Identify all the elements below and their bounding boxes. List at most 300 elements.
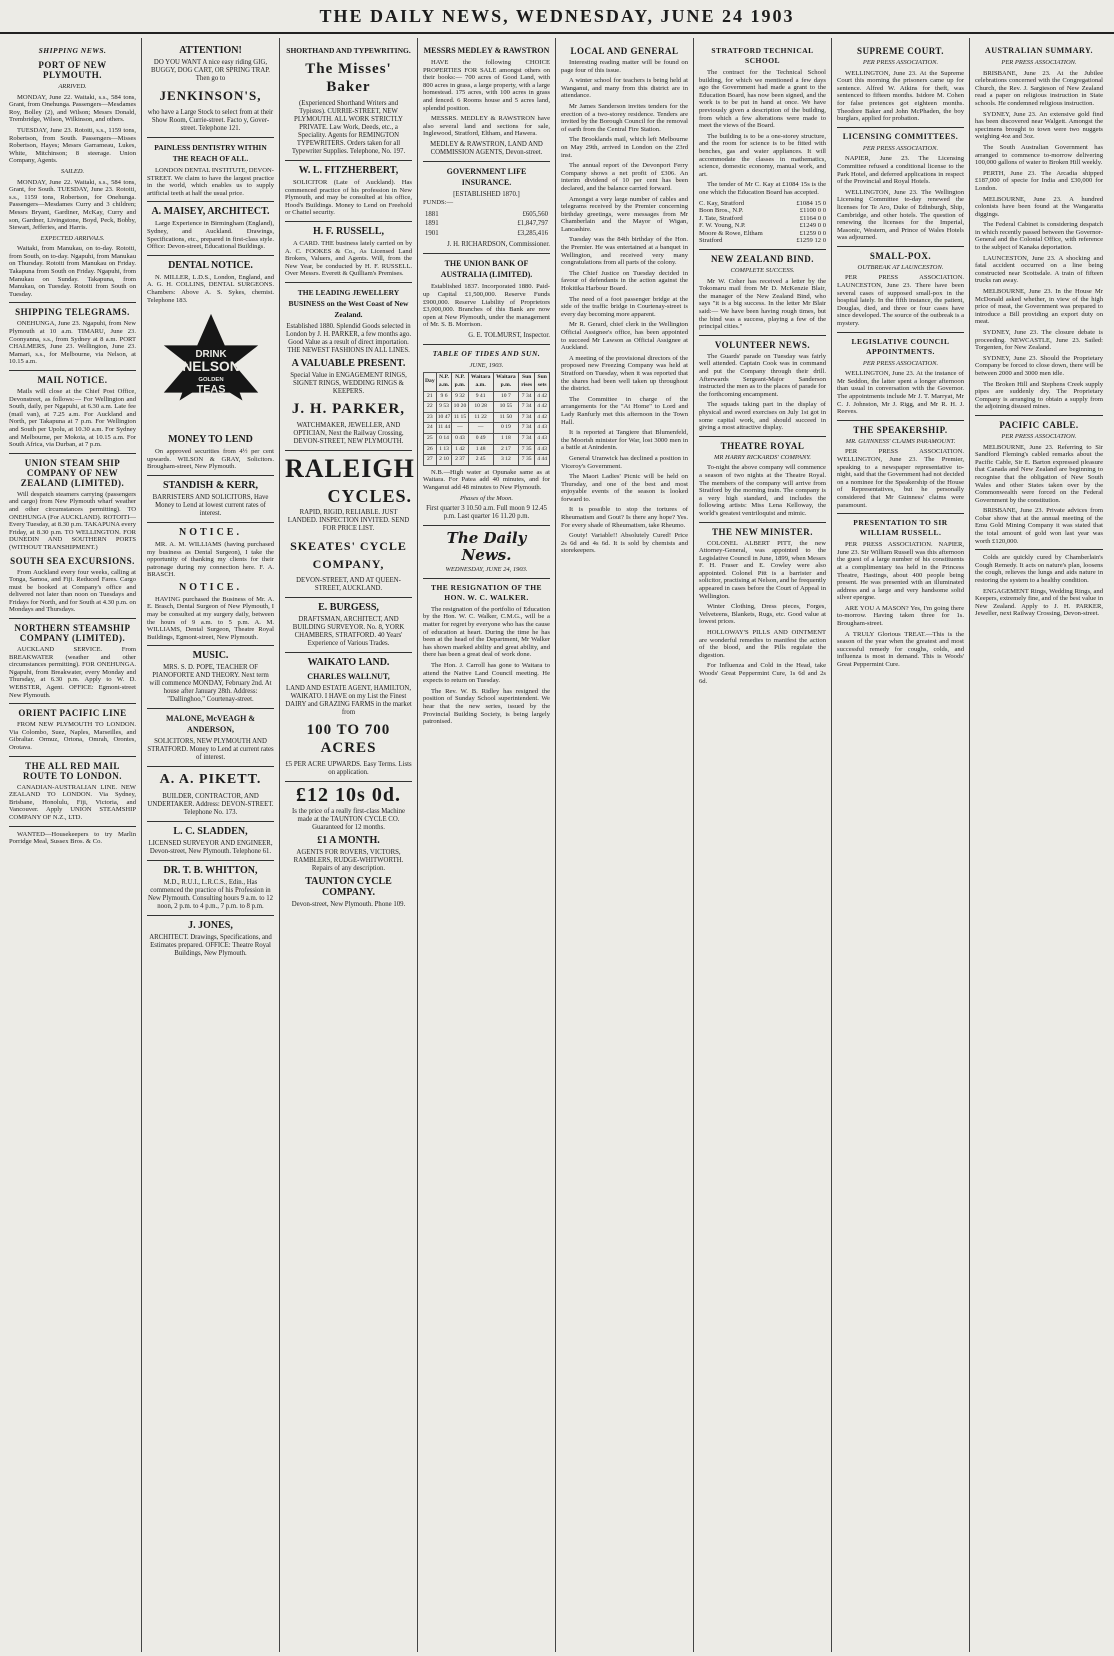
table-row (423, 210, 550, 220)
list-item (699, 215, 826, 223)
news-paragraph: HOLLOWAY'S PILLS AND OINTMENT are wonderful remedies to manifest the action of the blood, and the Pills regulate the digestion. (699, 629, 826, 659)
news-paragraph: The tender of Mr C. Kay at £1084 15s is the one which the Education Board has accepted. (699, 181, 826, 196)
union-bank-paragraph: Established 1837. Incorporated 1880. Paid-up Capital £1,500,000. Reserve Funds £900,000. Reserve Liability of Proprietors £3,000,000. Branches of this Bank are now open at New Plymouth, under the management of Mr. S. B. Morrison. (423, 283, 550, 329)
divider (837, 246, 964, 247)
news-paragraph: LAUNCESTON, June 23. A shocking and fatal accident occurred on a line being constructed near Scottsdale. A train of fifteen trucks ran away. (975, 254, 1103, 285)
news-paragraph: A winter school for teachers is being held at Wanganui, and many from this district are in attendance. (561, 77, 688, 100)
news-paragraph: The annual report of the Devonport Ferry Company shows a net profit of £306. An interim dividend of 10 per cent has been declared, and the balance carried forward. (561, 162, 688, 192)
table-cell: 1 42 (452, 444, 468, 455)
masthead (0, 0, 1114, 34)
column-5 (556, 38, 694, 1652)
telegrams-heading: SHIPPING TELEGRAMS. (15, 307, 130, 318)
news-paragraph: Winter Clothing, Dress pieces, Forges, Velveteens, Blankets, Rugs, etc. Good value at lowest prices. (699, 603, 826, 626)
news-paragraph: WELLINGTON, June 23. At the Supreme Court this morning the prisoners came up for sentence. Alfred W. Atkins for theft, was sentenced to fifteen months. Isidore M. Cohen for false pretences got eighteen months. Theodore Baker and John McPhaden, the boy burglars, applied for probation. (837, 69, 964, 123)
mail-notice-paragraph: Mails will close at the Chief Post Office, Devonstreet, as follows:— For Wellington and South, daily, per Ngapuhi, at 6.30 a.m. Late fee (mail van), at 7.25 a.m. For Auckland and North, per Takapuna at 7 p.m. For Wellington and South per Upolu, at 10.30 a.m. For Sydney and Melbourne, per Mokoia, at 10.15 a.m. For South Africa, via Durban, at 7 p.m. (9, 388, 136, 449)
press-association-line: PER PRESS ASSOCIATION. (1001, 432, 1077, 440)
news-paragraph: The Chief Justice on Tuesday decided in favour of defendants in the action against the Hokitika Harbour Board. (561, 269, 688, 293)
column-1 (4, 38, 142, 1652)
table-cell: 24 (424, 423, 437, 434)
theatre-royal-heading: THEATRE ROYAL (720, 440, 805, 451)
divider (9, 370, 136, 371)
table-cell: 2 37 (452, 455, 468, 466)
column-6 (694, 38, 832, 1652)
newspaper-title: THE DAILY NEWS, WEDNESDAY, JUNE 24 1903 (319, 5, 795, 26)
list-item (699, 237, 826, 245)
mail-notice-heading: MAIL NOTICE. (37, 375, 108, 385)
divider (147, 645, 274, 646)
divider (285, 221, 412, 222)
divider (147, 821, 274, 822)
paper-title: The Daily News. (446, 529, 527, 565)
divider (9, 826, 136, 827)
shipping-heading: SHIPPING NEWS. (38, 46, 107, 55)
press-association-line: PER PRESS ASSOCIATION. (862, 59, 939, 66)
notice-paragraph: MR. A. M. WILLIAMS (having purchased my business as Dental Surgeon), I take the opportunity of thanking my clients for their patronage during my connection here. F. A. BRASCH. (147, 540, 274, 579)
music-text: MRS. S. D. POPE, TEACHER OF PIANOFORTE AND THEORY. Next term will commence MONDAY, February 2nd. At house after January 28th. Address: "Dallinghoo," Courtenay-street. (149, 664, 272, 704)
table-cell: — (468, 423, 493, 434)
divider (9, 453, 136, 454)
fund-year: 1901 (425, 229, 439, 237)
divider (147, 522, 274, 523)
music-heading: MUSIC. (192, 650, 229, 662)
nz-bind-heading: NEW ZEALAND BIND. (710, 254, 815, 265)
russell-paragraph: A CARD. THE business lately carried on by A. C. FOOKES & Co., As Licensed Land Brokers, Valuers, and Agents. Will, from the New Year, be conducted by H. F. RUSSELL. Over Messrs. Everett & Quilliam's Premises. (285, 239, 412, 278)
table-row (424, 391, 550, 402)
table-cell: 9 32 (452, 391, 468, 402)
arrived-heading: ARRIVED. (58, 83, 87, 90)
news-paragraph: MELBOURNE, June 23. Referring to Sir Sandford Fleming's cabled remarks about the Pacific Cable, Sir E. Barton expressed pleasure that Canada and New Zealand are beginning to recognise that the obligation of New South Wales and other States taken over by the Commonwealth were forced on the Federal Government by the constitution. (975, 443, 1103, 504)
star-word-2: NELSON (181, 359, 240, 375)
news-paragraph: General Uranwick has declined a position in Viceroy's Government. (561, 454, 688, 470)
month-heading: £1 A MONTH. (317, 834, 380, 846)
legislative-council-heading: LEGISLATIVE COUNCIL APPOINTMENTS. (851, 336, 950, 356)
local-general-heading: LOCAL AND GENERAL (570, 46, 679, 56)
telegrams-paragraph: ONEHUNGA, June 23. Ngapuhi, from New Plymouth at 10 a.m. TIMARU, June 23. Coonyanna, s.s., from Sydney at 8 a.m. PORT CHALMERS, June 23. Wellington, June 23. Mamari, s.s., for Melbourne, via Nelson, at 10.15 a.m. (9, 320, 136, 366)
dental-paragraph: LONDON DENTAL INSTITUTE, DEVON-STREET. We claim to have the largest practice in the world, which enables us to supply artificial teeth at half the usual price. (147, 167, 274, 197)
table-cell: 10 55 (493, 402, 518, 413)
divider (9, 756, 136, 757)
press-association-line: PER PRESS ASSOCIATION. (862, 144, 939, 152)
divider (975, 549, 1103, 550)
table-cell: 0 14 (436, 434, 452, 445)
tender-name: Boon Bros., N.P. (699, 207, 744, 215)
press-association-line: PER PRESS ASSOCIATION. (862, 359, 939, 367)
govt-insurance-sub: [ESTABLISHED 1870.] (453, 190, 520, 198)
table-cell: 4 43 (535, 434, 550, 445)
funds-label: FUNDS:— (423, 198, 454, 206)
news-paragraph: The Maori Ladies' Picnic will be held on Thursday, and one of the best and most enjoyable events of the season is looked forward to. (561, 473, 688, 503)
divider (699, 249, 826, 250)
orient-line-paragraph: FROM NEW PLYMOUTH TO LONDON. Via Colombo, Suez, Naples, Marseilles, and Gibraltar. Ormuz, Ortona, Omrah, Orontes, Orotava. (9, 721, 136, 751)
news-paragraph: PERTH, June 23. The Arcadia shipped £187,000 of specie for India and £30,000 for London. (975, 169, 1103, 192)
cycles-heading: CYCLES. (327, 485, 412, 506)
table-cell: 1 18 (493, 434, 518, 445)
port-heading: PORT OF NEW PLYMOUTH. (38, 60, 107, 80)
news-paragraph: Amongst a very large number of cables and telegrams received by the Premier concerning birthday greetings, were messages from Mr Chamberlain and the Mayor of Wigan, Lancashire. (561, 195, 688, 233)
resignation-paragraph: The Rev. W. B. Ridley has resigned the position of Sunday School superintendent. We hear that the new series, issued by the Provincial Building Society, is being largely patronised. (423, 687, 550, 726)
news-paragraph: The Committee in charge of the arrangements for the "At Home" to Lord and Lady Ranfurly met this afternoon in the Town Hall. (561, 395, 688, 426)
all-red-route-heading: THE ALL RED MAIL ROUTE TO LONDON. (23, 760, 122, 781)
column-8 (970, 38, 1108, 1652)
jewellery-text: Established 1880. Splendid Goods selected in London by J. H. PARKER, a few months ago. Good Value as a result of direct importation. THE NEWEST FASHIONS IN ALL LINES. (285, 322, 412, 354)
news-paragraph: MELBOURNE, June 23. A hundred colonists have been found at the Wangaratta diggings. (975, 195, 1103, 218)
tides-table (423, 372, 550, 465)
dental-notice-paragraph: N. MILLER, L.D.S., London, England, and A. G. H. COLLINS, DENTAL SURGEONS. Chambers: Above A. S. Sykes, chemist. Telephone 183. (147, 273, 274, 304)
russell-heading: H. F. RUSSELL, (312, 225, 385, 237)
divider (837, 513, 964, 514)
table-header: N.P. p.m. (452, 373, 468, 391)
table-row (424, 434, 550, 445)
news-paragraph: The need of a foot passenger bridge at the side of the traffic bridge in Courtenay-street is every day becoming more apparent. (561, 295, 688, 318)
tender-amount: £1084 15 0 (796, 199, 826, 207)
excursions-paragraph: From Auckland every four weeks, calling at Tonga, Samoa, and Fiji. Reduced Fares. Cargo must be booked at Company's office and delivered not later than noon on Tuesdays and Fridays for North, and for South at 4.30 p.m. on Mondays and Thursdays. (9, 568, 136, 614)
taunton-text: Devon-street, New Plymouth. Phone 109. (291, 900, 406, 908)
list-item (699, 230, 826, 238)
newspaper-columns (4, 38, 1110, 1652)
table-cell: 7 34 (519, 391, 535, 402)
standish-text: BARRISTERS AND SOLICITORS, Have Money to Lend at lowest current rates of interest. (152, 493, 269, 517)
pikett-heading: A. A. PIKETT. (159, 772, 262, 788)
wallnut-text: LAND AND ESTATE AGENT, HAMILTON, WAIKATO. I HAVE on my List the Finest DAIRY and GRAZING FARMS in the market from (285, 684, 412, 716)
medley-paragraph: HAVE the following CHOICE PROPERTIES FOR SALE amongst others on their books:— 700 acres of Good Land, with 800 acres in grass, a large property, with a large homestead. 175 acres, with 100 acres in grass and fenced. 6 Rooms house and 5 acres land, splendid position. (423, 59, 550, 112)
table-cell: 0 43 (452, 434, 468, 445)
news-paragraph: Mr R. Gerard, chief clerk in the Wellington Official Assignee's office, has been appointed to succeed Mr Lawson as Official Assignee at Auckland. (561, 321, 688, 352)
presentation-heading: PRESENTATION TO SIR WILLIAM RUSSELL. (853, 518, 948, 538)
divider (147, 708, 274, 709)
table-row (424, 423, 550, 434)
resignation-heading: THE RESIGNATION OF THE HON. W. C. WALKER. (430, 582, 543, 602)
news-paragraph: COLONEL ALBERT PITT, the new Attorney-General, was appointed to the Legislative Council in June, 1899, when Messrs F. H. Fraser and E. Cowley were also appointed. Colonel Pitt is a barrister and solicitor, practising at Nelson, and he frequently appeared in cases before the Court of Appeal in Wellington. (699, 539, 826, 600)
table-cell: 11 15 (452, 412, 468, 423)
table-header: N.P. a.m. (436, 373, 452, 391)
paper-date: WEDNESDAY, JUNE 24, 1903. (445, 566, 528, 574)
funds-table (423, 210, 550, 239)
all-red-route-paragraph: CANADIAN-AUSTRALIAN LINE. NEW ZEALAND TO LONDON. Via Sydney, Brisbane, Honolulu, Fiji, Victoria, and Vancouver. Apply UNION STEAMSHIP COMPANY OF N.Z., LTD. (9, 783, 136, 821)
expected-heading: EXPECTED ARRIVALS. (40, 234, 105, 242)
table-cell: 27 (424, 455, 437, 466)
fitzherbert-heading: W. L. FITZHERBERT, (298, 165, 399, 176)
table-cell: 9 53 (436, 402, 452, 413)
table-cell: 11 50 (493, 412, 518, 423)
news-paragraph: NAPIER, June 23. The Licensing Committee refused a conditional license to the Park Hotel, and deferred applications in respect of the Provincial and Royal Hotels. (837, 155, 964, 186)
table-cell: 2 10 (436, 455, 452, 466)
resignation-paragraph: The Hon. J. Carroll has gone to Waitara to attend the Native Land Council meeting. He expects to return on Tuesday. (423, 661, 550, 685)
divider (9, 618, 136, 619)
maisey-paragraph: Large Experience in Birmingham (England), Sydney, and Auckland. Drawings, Specifications, etc., prepared in first-class style. Office: Devon-street, Educational Buildings. (147, 220, 274, 251)
price-heading: £12 10s 0d. (296, 783, 401, 806)
divider (285, 160, 412, 161)
shorthand-heading: SHORTHAND AND TYPEWRITING. (286, 46, 411, 55)
arrived-paragraph: MONDAY, June 22. Waitaki, s.s., 584 tons, Grant, from Onehunga. Passengers—Mesdames Roy, Bolley (2), and Wilson; Messrs Donald, Trembridge, Wilson, Wilkinson, and others. (9, 93, 136, 124)
whitton-text: M.D., R.U.I., L.R.C.S., Edin., Has commenced the practice of his Profession in New Plymouth. Consulting hours 9 a.m. to 12 noon, 2 p.m. to 4 p.m., 7 p.m. to 8 p.m. (148, 879, 273, 911)
tender-amount: £1100 0 0 (799, 207, 826, 215)
sladden-text: LICENSED SURVEYOR AND ENGINEER, Devon-street, New Plymouth. Telephone 61. (148, 840, 273, 856)
table-header: Sun sets (535, 373, 550, 391)
jones-heading: J. JONES, (188, 920, 233, 932)
moon-text: First quarter 3 10.50 a.m. Full moon 9 12.45 p.m. Last quarter 16 11.20 p.m. (426, 505, 547, 521)
news-paragraph: A TRULY Glorious TREAT.—This is the season of the year when the greatest and most successful remedy for coughs, colds, and influenza is most in demand. This is Woods' Great Peppermint Cure. (837, 630, 964, 669)
news-paragraph: Tuesday was the 84th birthday of the Hon. the Premier. He was entertained at a banquet in Wellington, and received very many congratulations from all parts of the colony. (561, 236, 688, 267)
fund-year: 1891 (425, 220, 439, 228)
news-paragraph: The South Australian Government has arranged to commence to-morrow delivering 100,000 gallons of water to Broken Hill weekly. (975, 143, 1103, 167)
raleigh-text: RAPID, RIGID, RELIABLE. JUST LANDED. INSPECTION INVITED. SEND FOR PRICE LIST. (287, 508, 410, 532)
column-7 (832, 38, 970, 1652)
divider (285, 652, 412, 653)
fund-year: 1881 (425, 210, 439, 218)
tender-name: F. W. Young, N.P. (699, 222, 746, 230)
table-cell: 25 (424, 434, 437, 445)
pacific-cable-heading: PACIFIC CABLE. (999, 419, 1079, 430)
news-paragraph: A meeting of the provisional directors of the proposed new Freezing Company was held at Stratford on Tuesday, when it was reported that the shares had been well taken up throughout the district. (561, 354, 688, 393)
attention-heading: ATTENTION! (179, 45, 242, 56)
dental-heading: PAINLESS DENTISTRY WITHIN THE REACH OF ALL. (154, 143, 267, 163)
union-bank-signature: G. E. TOLMURST, Inspector. (468, 331, 550, 339)
table-cell: 11 22 (468, 412, 493, 423)
table-cell: 0 49 (468, 434, 493, 445)
news-paragraph: SYDNEY, June 23. An extensive gold find has been discovered near Walgett. Amongst the specimens brought to town were two nuggets weighing 4oz and 3oz. (975, 110, 1103, 141)
table-cell: 10 7 (493, 391, 518, 402)
divider (975, 415, 1103, 416)
news-paragraph: The squads taking part in the display of physical and sword exercises on July 1st got in some capital work, and should succeed in giving a most attractive display. (699, 401, 826, 432)
news-paragraph: Mr James Sanderson invites tenders for the erection of a two-storey residence. Tenders are invited by the Borough Council for the removal of earth from the Central Fire Station. (561, 102, 688, 133)
new-minister-heading: THE NEW MINISTER. (711, 526, 814, 537)
table-cell: 10 47 (436, 412, 452, 423)
acres-heading: 100 TO 700 ACRES (306, 721, 391, 756)
baker-text: (Experienced Shorthand Writers and Typistes). CURRIE-STREET, NEW PLYMOUTH. ALL WORK STRICTLY PRIVATE. Law Work, Deeds, etc., a Speciality. Agents for REMINGTON TYPEWRITERS. Orders taken for all Typewriter Supplies. Telephone, No. 197. (291, 100, 406, 155)
notice-paragraph: HAVING purchased the Business of Mr. A. E. Brasch, Dental Surgeon of New Plymouth, I may be consulted at my surgery daily, between the hours of 9 a.m. to 5 p.m. A. M. WILLIAMS, Dental Surgeon, Theatre Royal Buildings, Egmont-street, New Plymouth. (147, 595, 274, 641)
list-item (699, 222, 826, 230)
star-word-3: GOLDEN (197, 376, 224, 383)
speakership-heading: THE SPEAKERSHIP. (853, 424, 948, 435)
news-paragraph: ENGAGEMENT Rings, Wedding Rings, and Keepers, extremely fine, and of the best value in New Zealand. Apply to J. H. PARKER, Jeweller, next Railway Crossing, Devon-street. (975, 587, 1103, 618)
table-header: Waitara p.m. (493, 373, 518, 391)
table-cell: 22 (424, 402, 437, 413)
notice-heading: NOTICE. (179, 526, 242, 538)
union-bank-heading: THE UNION BANK OF AUSTRALIA (LIMITED). (440, 259, 533, 280)
taunton-heading: TAUNTON CYCLE COMPANY. (305, 875, 392, 898)
tender-name: Moore & Rowe, Eltham (699, 229, 763, 237)
agents-text: AGENTS FOR ROVERS, VICTORS, RAMBLERS, RUDGE-WHITWORTH. Repairs of any description. (293, 848, 404, 872)
table-cell: 4 42 (535, 412, 550, 423)
burgess-text: DRAFTSMAN, ARCHITECT, AND BUILDING SURVEYOR. No. 8, YORK CHAMBERS, STRATFORD. 40 Years' Experience of Various Trades. (292, 615, 405, 647)
column-4 (418, 38, 556, 1652)
fitzherbert-paragraph: SOLICITOR (Late of Auckland). Has commenced practice of his profession in New Plymouth, and may be consulted at his office, Hood's Buildings. Money to Lend on Freehold or Chattel security. (285, 179, 412, 217)
technical-school-heading: STRATFORD TECHNICAL SCHOOL (711, 46, 814, 65)
news-paragraph: BRISBANE, June 23. At the Jubilee celebrations concerned with the Congregational Church, the Rev. J. Sargieson of New Zealand read a paper on religious instruction in State schools. He condemned religious instruction. (975, 69, 1103, 107)
skeates-heading: SKEATES' CYCLE COMPANY, (290, 538, 407, 571)
table-cell: — (452, 423, 468, 434)
news-paragraph: WELLINGTON, June 23. The Wellington Licensing Committee to-day renewed the licenses for Te Aro, Duke of Edinburgh, Ship, Cambridge, and other hotels. The question of renewing the licenses for the Imperial, Masonic, Western, and Prince of Wales Hotels was adjourned. (837, 188, 964, 242)
table-cell: 10 20 (452, 402, 468, 413)
divider (147, 766, 274, 767)
divider (423, 161, 550, 162)
news-paragraph: To-night the above company will commence a season of two nights at the Theatre Royal. The members of the company will arrive from Stratford by the morning train. The company is a very high standard, and includes the following artists: Miss Lena Kelloway, the world's greatest ventriloquist and mimic. (699, 464, 826, 517)
smallpox-heading: SMALL-POX. (869, 250, 932, 261)
divider (837, 332, 964, 333)
speakership-sub: MR. GUINNESS' CLAIMS PARAMOUNT. (845, 437, 956, 445)
news-paragraph: WELLINGTON, June 23. At the instance of Mr Seddon, the latter spent a longer afternoon than usual in conversation with the Governor. The appointments include Mr J. T. Marryat, Mr C. J. Johnston, Mr J. Rigg, and Mr R. H. J. Reeves. (837, 370, 964, 416)
news-paragraph: The contract for the Technical School building, for which we mentioned a few days ago the Government had made a grant to the Education Board, has now been signed, and the work is to be put in hand at once. We have previously given a description of the building, from which a few alterations were made to meet the views of the Board. (699, 69, 826, 130)
divider (147, 255, 274, 256)
standish-heading: STANDISH & KERR, (162, 479, 259, 491)
news-paragraph: For Influenza and Cold in the Head, take Woods' Great Peppermint Cure, 1s 6d and 2s 6d. (699, 662, 826, 685)
table-row (423, 219, 550, 229)
divider (837, 420, 964, 421)
table-cell: 1 48 (468, 444, 493, 455)
northern-steamship-heading: NORTHERN STEAMSHIP COMPANY (LIMITED). (14, 623, 131, 644)
news-paragraph: PER PRESS ASSOCIATION. LAUNCESTON, June 23. There have been several cases of supposed small-pox in the hospital lately. In the fifth instance, the patient, Douglas, died, and three or four cases have since developed. The source of the outbreak is a mystery. (837, 274, 964, 328)
table-cell: 7 34 (519, 412, 535, 423)
table-cell: 23 (424, 412, 437, 423)
news-paragraph: SYDNEY, June 23. The closure debate is proceeding. NEWCASTLE, June 23. Sailed: Torgenten, for New Zealand. (975, 329, 1103, 352)
divider (147, 137, 274, 138)
news-paragraph: The Guards' parade on Tuesday was fairly well attended. Captain Cook was in command and put the Company through their drill. Afterwards Sergeant-Major Sanderson instructed the men as to the places of parade for the forthcoming encampment. (699, 352, 826, 398)
nelson-teas-advert (147, 310, 274, 428)
news-paragraph: PER PRESS ASSOCIATION. WELLINGTON, June 23. The Premier, speaking to a newspaper representative to-night, said that the Government had not decided on a nominee for the Speakership of the House of Representatives, but he personally considered that Mr Guinness' claims were paramount. (837, 448, 964, 509)
divider (9, 302, 136, 303)
price-text: Is the price of a really first-class Machine made at the TAUNTON CYCLE CO. Guaranteed for 12 months. (291, 807, 406, 831)
fund-amount: £605,560 (522, 210, 548, 218)
present-text: Special Value in ENGAGEMENT RINGS, SIGNET RINGS, WEDDING RINGS & KEEPERS. (290, 371, 407, 395)
tender-amount: £1259 0 0 (799, 229, 826, 237)
resignation-paragraph: The resignation of the portfolio of Education by the Hon. W. C. Walker, C.M.G., will be a matter for regret by everyone who has the cause of education at heart. During the time he has been at the head of the Department, Mr Walker has shown marked ability and great ability, and there has been a great deal of work done. (423, 605, 550, 659)
table-cell: 4 43 (535, 444, 550, 455)
theatre-royal-sub: MR HARRY RICKARDS' COMPANY. (714, 453, 811, 461)
supreme-court-heading: SUPREME COURT. (856, 46, 945, 56)
wallnut-heading: CHARLES WALLNUT, (307, 671, 390, 681)
pikett-text: BUILDER, CONTRACTOR, AND UNDERTAKER. Address: DEVON-STREET. Telephone No. 173. (147, 793, 274, 817)
tender-name: C. Kay, Stratford (699, 199, 744, 207)
divider (837, 127, 964, 128)
table-cell: 11 44 (436, 423, 452, 434)
jenkinson-text: who have a Large Stock to select from at their Show Room, Currie-street. Facto y, Gover-street. Telephone 121. (147, 109, 274, 132)
tender-amount: £1259 12 0 (796, 237, 826, 245)
table-cell: 21 (424, 391, 437, 402)
divider (147, 201, 274, 202)
divider (285, 597, 412, 598)
table-cell: 2 17 (493, 444, 518, 455)
skeates-text: DEVON-STREET, AND AT QUEEN-STREET, AUCKLAND. (296, 576, 401, 592)
medley-paragraph: MESSRS. MEDLEY & RAWSTRON have also several land and sections for sale, Inglewood, Stratford, Eltham, and Hawera. (423, 115, 550, 138)
table-header: Day (424, 373, 437, 391)
news-paragraph: ARE YOU A MASON? Yes, I'm going there to-morrow. Having taken three for 1s. Brougham-street. (837, 604, 964, 628)
acres-text: £5 PER ACRE UPWARDS. Easy Terms. Lists on application. (285, 760, 412, 776)
present-heading: A VALUABLE PRESENT. (291, 357, 406, 369)
news-paragraph: Interesting reading matter will be found on page four of this issue. (561, 59, 688, 74)
news-paragraph: SYDNEY, June 23. Should the Proprietary Company be forced to close down, there will be between 2000 and 3000 men idle. (975, 354, 1103, 377)
table-cell: 7 34 (519, 434, 535, 445)
jewellery-heading: THE LEADING JEWELLERY BUSINESS on the West Coast of New Zealand. (288, 287, 409, 319)
divider (699, 335, 826, 336)
parker-heading: J. H. PARKER, (291, 400, 406, 417)
news-paragraph: Mr W. Coher has received a letter by the Tokomaru mail from Mr D. McKenzie Blair, the manager of the New Zealand Bind, who says "it is a big success. In the letter Mr Blair said:— We have been having rough times, but the bind was a success, playing a few of the principal cities." (699, 277, 826, 331)
news-paragraph: The Federal Cabinet is considering despatch in which recently passed between the Governor-General and the Colonial Office, with reference to the subject of Kanaka deportation. (975, 221, 1103, 252)
volunteer-news-heading: VOLUNTEER NEWS. (714, 339, 811, 350)
table-cell: 7 34 (519, 402, 535, 413)
table-header: Waitara a.m. (468, 373, 493, 391)
money-to-lend-paragraph: On approved securities from 4½ per cent upwards. WILSON & GRAY, Solicitors. Brougham-street, New Plymouth. (147, 448, 274, 471)
tender-name: J. Tate, Stratford (699, 214, 743, 222)
table-cell: 26 (424, 444, 437, 455)
table-cell: 2 45 (468, 455, 493, 466)
fund-amount: £3,285,416 (517, 229, 548, 237)
list-item (699, 200, 826, 208)
licensing-heading: LICENSING COMMITTEES. (842, 131, 959, 141)
tides-heading: TABLE OF TIDES AND SUN. (432, 348, 541, 358)
table-cell: 7 35 (519, 455, 535, 466)
news-paragraph: The Brooklands mail, which left Melbourne on May 29th, arrived in London on the 23rd inst. (561, 136, 688, 159)
medley-signature: MEDLEY & RAWSTRON, LAND AND COMMISSION AGENTS, Devon-street. (430, 140, 543, 156)
star-word-4: TEAS (196, 383, 225, 396)
parker-text: WATCHMAKER, JEWELLER, AND OPTICIAN, Next the Railway Crossing, DEVON-STREET, NEW PLYMOUTH. (293, 421, 404, 445)
divider (285, 781, 412, 782)
waikato-heading: WAIKATO LAND. (307, 656, 390, 668)
malone-heading: MALONE, McVEAGH & ANDERSON, (165, 714, 256, 735)
divider (423, 344, 550, 345)
burgess-heading: E. BURGESS, (318, 601, 379, 613)
news-paragraph: It is reported at Tangiere that Blumenfeld, the Moorish minister for War, lost 3000 men in a battle at Anindenin. (561, 429, 688, 452)
divider (147, 915, 274, 916)
tender-name: Stratford (699, 237, 723, 245)
table-row (424, 455, 550, 466)
divider (9, 703, 136, 704)
jenkinson-name: JENKINSON'S, (159, 88, 262, 103)
table-cell: 1 13 (436, 444, 452, 455)
moon-heading: Phases of the Moon. (459, 494, 514, 502)
baker-heading: The Misses' Baker (305, 61, 392, 95)
table-cell: 3 12 (493, 455, 518, 466)
divider (423, 578, 550, 579)
table-cell: 4 42 (535, 402, 550, 413)
star-word-1: DRINK (194, 349, 227, 361)
sladden-heading: L. C. SLADDEN, (173, 826, 248, 838)
malone-text: SOLICITORS, NEW PLYMOUTH AND STRATFORD. Money to Lend at current rates of interest. (147, 738, 274, 762)
medley-heading: MESSRS MEDLEY & RAWSTRON (423, 46, 550, 55)
whitton-heading: DR. T. B. WHITTON, (163, 865, 258, 877)
table-cell: 7 35 (519, 444, 535, 455)
maisey-heading: A. MAISEY, ARCHITECT. (151, 206, 270, 218)
column-3 (280, 38, 418, 1652)
notice-heading: NOTICE. (179, 581, 242, 593)
divider (423, 253, 550, 254)
australian-summary-heading: AUSTRALIAN SUMMARY. (984, 46, 1094, 55)
table-cell: 4 42 (535, 391, 550, 402)
union-steamship-heading: UNION STEAM SHIP COMPANY OF NEW ZEALAND (LIMITED). (20, 457, 125, 488)
sailed-paragraph: MONDAY, June 22. Waitaki, s.s., 584 tons, Grant, for South. TUESDAY, June 23. Rotoiti, s.s., 1159 tons, Robertson, for Onehunga. Passengers—Mesdames Curry and 3 children; Messrs Bryant, Gardiner, McKay, Curry and son, Gardner, Livingstone, Boyd, Peck, Bobby, Stewart, Jefferies, and Harris. (9, 178, 136, 232)
news-paragraph: MELBOURNE, June 23. In the House Mr McDonald asked whether, in view of the high price of meat, the Government was prepared to introduce a Bill providing an export duty on meat. (975, 288, 1103, 326)
govt-signature: J. H. RICHARDSON, Commissioner. (447, 241, 550, 249)
news-paragraph: It is possible to stop the tortures of Rheumatism and Gout? Is there any hope? Yes. For every shade of Rheumatism, take Rheumo. (561, 506, 688, 529)
tides-note: N.B.—High water at Opunake same as at Waitara. For Patea add 40 minutes, and for Wanganui add 48 minutes to New Plymouth. (423, 468, 550, 491)
dental-notice-heading: DENTAL NOTICE. (168, 259, 253, 271)
sailed-heading: SAILED. (60, 167, 85, 175)
govt-insurance-heading: GOVERNMENT LIFE INSURANCE. (446, 166, 527, 187)
orient-line-heading: ORIENT PACIFIC LINE (18, 708, 127, 719)
table-cell: 4 44 (535, 455, 550, 466)
table-cell: 7 34 (519, 423, 535, 434)
column-2 (142, 38, 280, 1652)
arrived-paragraph: TUESDAY, June 23. Rotoiti, s.s., 1159 tons, Robertson, from South. Passengers—Misses Robertson, Hayes; Messrs Garrameau, Lukes, White, Mitchinson; 8 steerage. Union Company, Agents. (9, 126, 136, 165)
press-association-line: PER PRESS ASSOCIATION. (1001, 59, 1077, 66)
nz-bind-sub: COMPLETE SUCCESS. (730, 267, 795, 275)
tender-amount: £1249 0 0 (799, 222, 826, 230)
news-paragraph: BRISBANE, June 23. Private advices from Cobar show that at the annual meeting of the Emu Gold Mining Company it was stated that the total amount of gold won last year was worth £120,000. (975, 507, 1103, 545)
nelson-teas-star-logo (152, 310, 270, 428)
divider (147, 475, 274, 476)
attention-text: DO YOU WANT A nice easy riding GIG, BUGGY, DOG CART, OR SPRING TRAP. Then go to (151, 59, 270, 82)
news-paragraph: Colds are quickly cured by Chamberlain's Cough Remedy. It acts on nature's plan, loosens the cough, relieves the lungs and aids nature in restoring the system to a healthy condition. (975, 554, 1103, 585)
smallpox-sub: OUTBREAK AT LAUNCESTON. (857, 263, 944, 271)
